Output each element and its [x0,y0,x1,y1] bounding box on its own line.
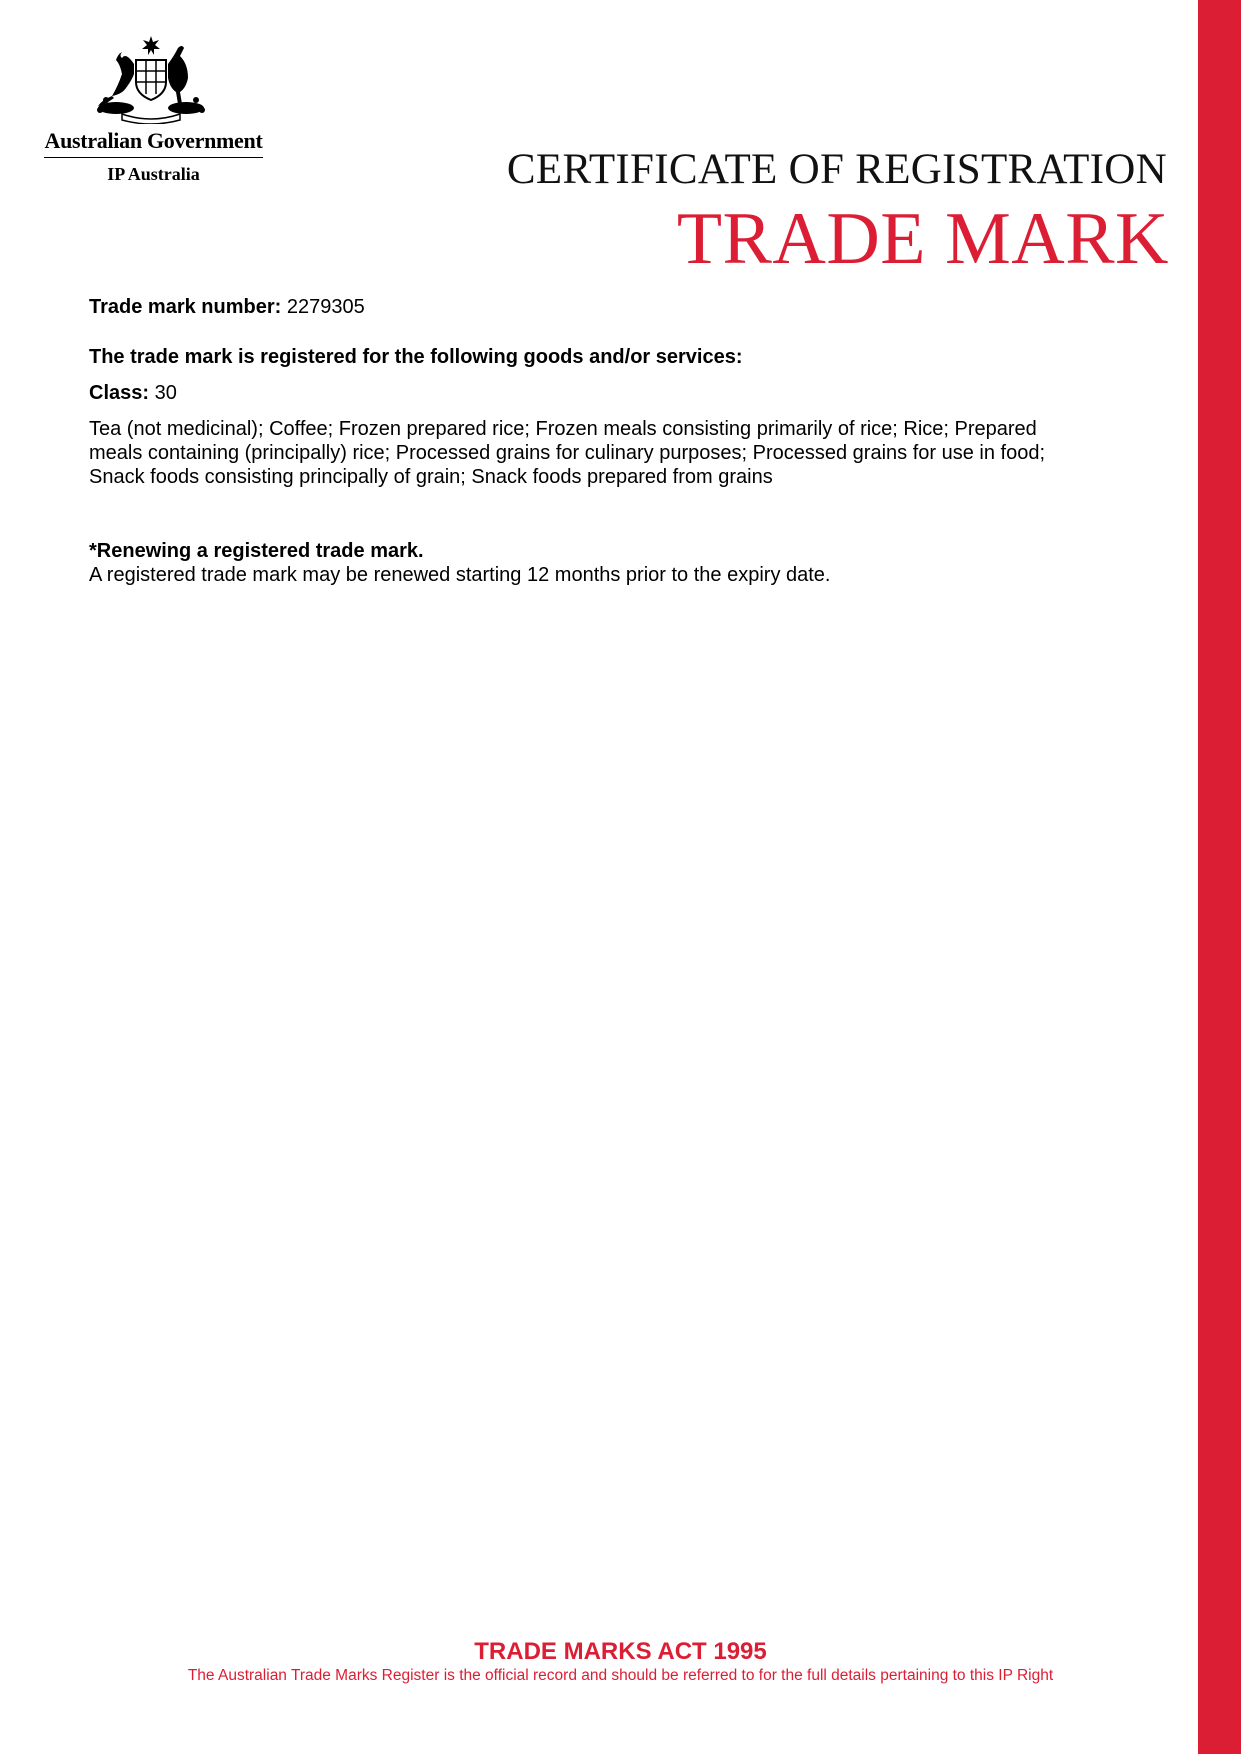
class-value: 30 [154,382,177,404]
goods-description: Tea (not medicinal); Coffee; Frozen prepared rice; Frozen meals consisting primarily of rice; Rice; Prepared meals containing (principally) rice; Processed grains for culinary purposes; Processed grains for use in food; Snack foods consisting principally of grain; Snack foods prepared from grains [89,418,1046,488]
class-label: Class: [89,382,150,404]
renewal-text: A registered trade mark may be renewed starting 12 months prior to the expiry date. [89,564,831,586]
certificate-title: CERTIFICATE OF REGISTRATION [506,146,1167,193]
goods-services-heading: The trade mark is registered for the following goods and/or services: [89,346,743,368]
document-type-title: TRADE MARK [676,198,1169,280]
class-line [89,381,1089,405]
government-logo [44,34,264,185]
agency-name: IP Australia [107,164,200,184]
trade-mark-number-value: 2279305 [286,296,365,318]
government-name: Australian Government [44,128,263,158]
coat-of-arms-icon [92,34,210,124]
footer-act-title: TRADE MARKS ACT 1995 [474,1638,767,1665]
renewal-title: *Renewing a registered trade mark. [89,540,424,562]
footer [0,1638,1241,1686]
footer-note: The Australian Trade Marks Register is the official record and should be referred to for the full details pertaining to this IP Right [187,1667,1054,1684]
certificate-body [89,295,1089,587]
trade-mark-number-label: Trade mark number: [89,296,282,318]
trade-mark-number-line [89,295,1089,319]
side-accent-bar [1198,0,1241,1754]
